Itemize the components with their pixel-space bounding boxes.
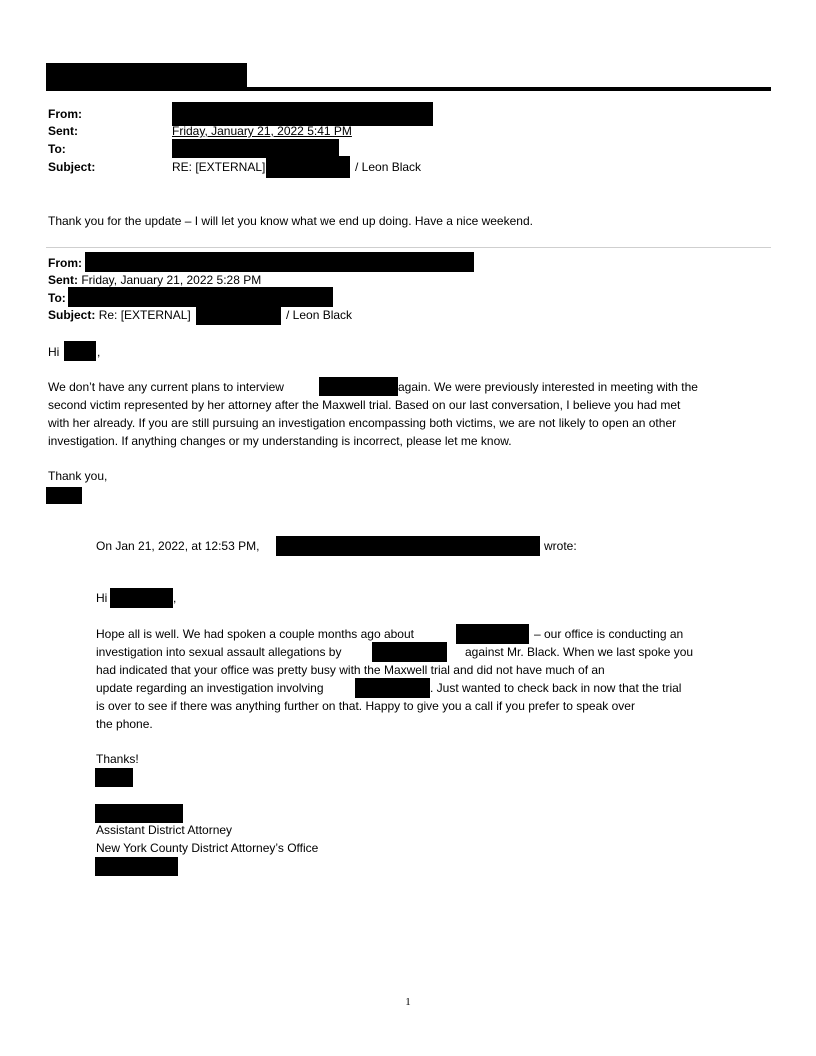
quoted1-subject-suffix: / Leon Black — [286, 308, 353, 322]
quoted1-sent-label: Sent: — [48, 273, 78, 287]
quoted1-line2: second victim represented by her attorney after the Maxwell trial. Based on our last conversation, I believe you had met — [48, 398, 681, 412]
page-number: 1 — [405, 996, 411, 1008]
redacted-quoted2-name — [95, 804, 183, 823]
redacted-quoted2-accuser — [372, 642, 447, 662]
redacted-quoted2-sender — [276, 536, 540, 556]
redacted-quoted2-contact — [95, 857, 178, 876]
quoted2-line1-b: – our office is conducting an — [534, 627, 684, 641]
quoted2-line4-b: . Just wanted to check back in now that the trial — [430, 681, 682, 695]
subject-label: Subject: — [48, 160, 96, 174]
quoted2-line5: is over to see if there was anything further on that. Happy to give you a call if you prefer to speak over — [96, 699, 635, 713]
redacted-quoted1-subject — [196, 305, 281, 325]
redacted-quoted1-greeting-name — [64, 341, 96, 361]
signature-office: New York County District Attorney’s Office — [96, 841, 319, 855]
redacted-quoted2-subject-person — [456, 624, 529, 644]
quoted2-line4-a: update regarding an investigation involving — [96, 681, 324, 695]
redacted-subject — [266, 156, 350, 178]
redacted-quoted1-to — [68, 287, 333, 307]
subject-prefix: RE: [EXTERNAL] — [172, 160, 266, 174]
redacted-quoted1-from — [85, 252, 474, 272]
quoted2-greeting-comma: , — [173, 591, 177, 605]
quoted1-sent-value: Friday, January 21, 2022 5:28 PM — [81, 273, 262, 287]
redacted-quoted2-signature — [95, 768, 133, 787]
quoted2-intro-a: On Jan 21, 2022, at 12:53 PM, — [96, 539, 260, 553]
redacted-quoted1-signature — [46, 487, 82, 504]
sent-value: Friday, January 21, 2022 5:41 PM — [172, 124, 352, 138]
quoted1-greeting-comma: , — [97, 345, 101, 359]
redacted-name-block — [46, 63, 247, 88]
quoted2-intro-b: wrote: — [544, 539, 577, 553]
quoted1-signoff: Thank you, — [48, 469, 108, 483]
quoted1-line1-b: again. We were previously interested in meeting with the — [398, 380, 698, 394]
quoted1-subject-label: Subject: — [48, 308, 96, 322]
quoted2-line2-b: against Mr. Black. When we last spoke you — [465, 645, 694, 659]
signature-title: Assistant District Attorney — [96, 823, 233, 837]
quoted1-to-label: To: — [48, 291, 66, 305]
header-rule — [46, 87, 771, 91]
quoted1-subject-prefix: Re: [EXTERNAL] — [98, 308, 191, 322]
reply-text: Thank you for the update – I will let you know what we end up doing. Have a nice weekend. — [48, 214, 533, 228]
quoted1-subject — [48, 307, 191, 325]
quoted1-from-label: From: — [48, 256, 82, 270]
quoted2-thanks: Thanks! — [96, 752, 139, 766]
quoted1-line4: investigation. If anything changes or my understanding is incorrect, please let me know. — [48, 434, 512, 448]
quoted2-line3: had indicated that your office was pretty busy with the Maxwell trial and did not have much of an — [96, 663, 605, 677]
from-label: From: — [48, 107, 82, 121]
quoted2-line6: the phone. — [96, 717, 153, 731]
quoted2-line1-a: Hope all is well. We had spoken a couple months ago about — [96, 627, 414, 641]
quoted1-line3: with her already. If you are still pursuing an investigation encompassing both victims, we are not likely to open an other — [48, 416, 677, 430]
sent-label: Sent: — [48, 124, 78, 138]
subject-suffix: / Leon Black — [355, 160, 422, 174]
separator-line — [46, 247, 771, 248]
redacted-quoted1-interviewee — [319, 377, 398, 396]
redacted-quoted2-involved — [355, 678, 430, 698]
redacted-quoted2-greeting-name — [110, 588, 173, 608]
quoted1-line1-a: We don’t have any current plans to interview — [48, 380, 284, 394]
quoted1-greeting-hi: Hi — [48, 345, 60, 359]
to-label: To: — [48, 142, 66, 156]
quoted2-greeting-hi: Hi — [96, 591, 108, 605]
quoted2-line2-a: investigation into sexual assault allegations by — [96, 645, 342, 659]
